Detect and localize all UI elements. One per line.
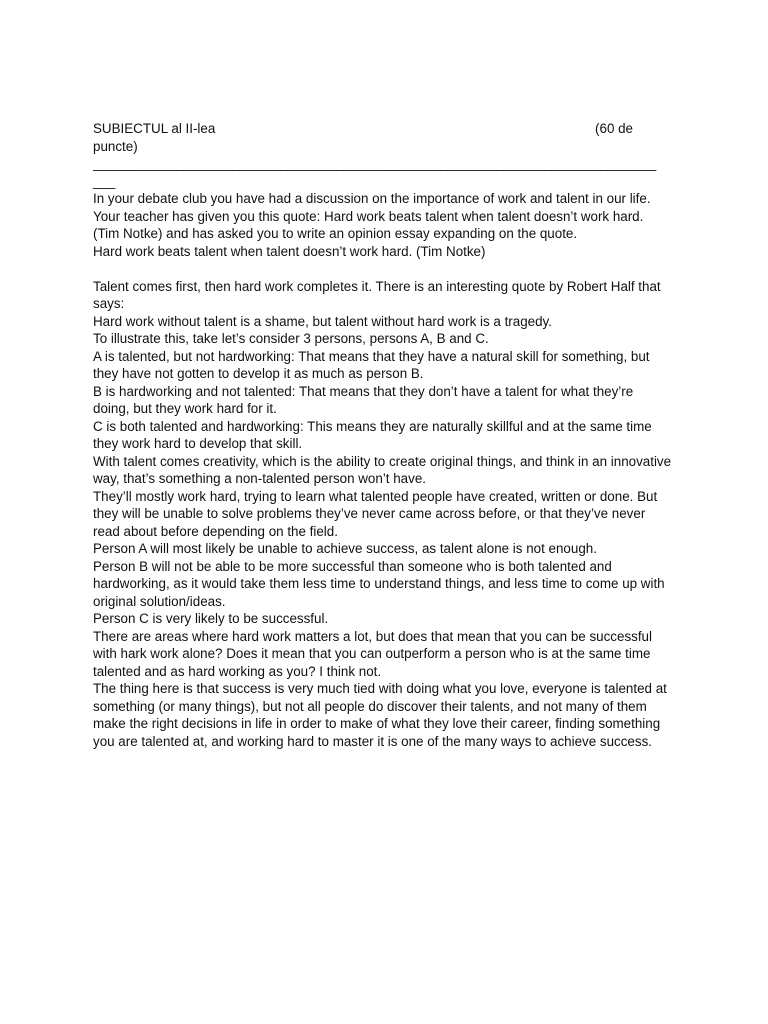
- essay-body: [93, 278, 673, 751]
- subject-header: [93, 120, 673, 138]
- essay-paragraph: There are areas where hard work matters a lot, but does that mean that you can be successful with hark work alone? Does it mean that you can outperform a person who is at the same time talented and as hard working as you? I think not.: [93, 628, 652, 679]
- prompt-line: Hard work beats talent when talent doesn’t work hard. (Tim Notke): [93, 243, 486, 259]
- essay-paragraph: With talent comes creativity, which is the ability to create original things, and think in an innovative way, that’s something a non-talented person won’t have.: [93, 453, 672, 486]
- paragraph-spacer: [93, 260, 673, 278]
- essay-paragraph: Talent comes first, then hard work completes it. There is an interesting quote by Robert Half that says:: [93, 278, 661, 311]
- subject-title: SUBIECTUL al II-lea: [93, 121, 216, 136]
- points-label: (60 de: [595, 121, 633, 136]
- essay-paragraph: B is hardworking and not talented: That means that they don’t have a talent for what they’re doing, but they work hard for it.: [93, 383, 634, 416]
- document-content: [93, 120, 673, 750]
- separator-rule: _________________________________________________________________________________: [93, 156, 656, 171]
- essay-paragraph: The thing here is that success is very much tied with doing what you love, everyone is talented at something (or many things), but not all people do discover their talents, and not many of them make the right decisions in life in order to make of what they love their career, finding something you are talented at, and working hard to master it is one of the many ways to achieve success.: [93, 681, 667, 749]
- essay-paragraph: Person A will most likely be unable to achieve success, as talent alone is not enough.: [93, 541, 597, 556]
- essay-paragraph: To illustrate this, take let’s consider 3 persons, persons A, B and C.: [93, 331, 489, 346]
- essay-paragraph: Person C is very likely to be successful.: [93, 611, 329, 626]
- essay-paragraph: Hard work without talent is a shame, but talent without hard work is a tragedy.: [93, 313, 552, 329]
- prompt-line: In your debate club you have had a discussion on the importance of work and talent in our life.: [93, 191, 651, 206]
- prompt-line: Your teacher has given you this quote: Hard work beats talent when talent doesn’t work hard.: [93, 208, 644, 224]
- essay-paragraph: C is both talented and hardworking: This means they are naturally skillful and at the same time they work hard to develop that skill.: [93, 418, 652, 451]
- essay-paragraph: Person B will not be able to be more successful than someone who is both talented and hardworking, as it would take them less time to understand things, and less time to come up with original solution/ideas.: [93, 558, 665, 609]
- separator-rule-tail: ___: [93, 173, 116, 189]
- essay-prompt: [93, 190, 673, 260]
- points-label-continued: puncte): [93, 138, 138, 154]
- essay-paragraph: A is talented, but not hardworking: That means that they have a natural skill for something, but they have not gotten to develop it as much as person B.: [93, 348, 650, 381]
- essay-paragraph: They’ll mostly work hard, trying to learn what talented people have created, written or done. But they will be unable to solve problems they’ve never came across before, or that they’ve never read about before depending on the field.: [93, 488, 658, 539]
- prompt-line: (Tim Notke) and has asked you to write an opinion essay expanding on the quote.: [93, 226, 578, 241]
